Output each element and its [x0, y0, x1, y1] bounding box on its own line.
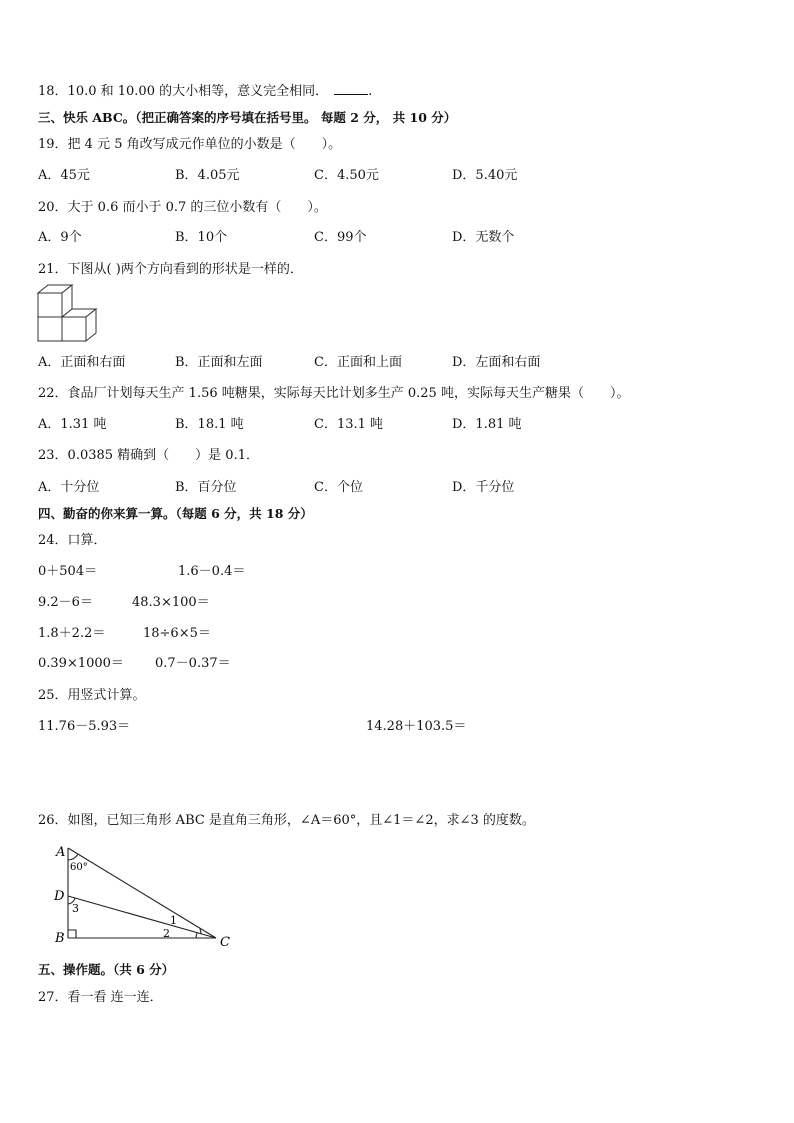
- angle-label-3: 3: [72, 902, 79, 915]
- q22-option-b: B．18.1 吨: [175, 417, 244, 432]
- question-19-stem: 19．把 4 元 5 角改写成元作单位的小数是（ ）。: [38, 137, 342, 152]
- oral-calc-item: 48.3×100＝: [132, 595, 210, 610]
- label-b: B: [55, 931, 65, 946]
- section-5-heading: 五、操作题。（共 6 分）: [38, 962, 175, 977]
- q20-option-d: D．无数个: [452, 230, 515, 245]
- angle-label-60: 60°: [70, 862, 88, 873]
- vertical-calc-item: 14.28＋103.5＝: [366, 719, 467, 734]
- question-26-stem: 26．如图，已知三角形 ABC 是直角三角形，∠A＝60°，且∠1＝∠2，求∠3 的度数。: [38, 813, 535, 828]
- question-23-stem: 23．0.0385 精确到（ ）是 0.1．: [38, 448, 259, 463]
- question-27-stem: 27．看一看 连一连．: [38, 990, 163, 1005]
- q19-option-b: B．4.05元: [175, 168, 240, 183]
- label-c: C: [220, 935, 230, 950]
- oral-calc-item: 0.7－0.37＝: [155, 656, 231, 671]
- answer-blank: [334, 82, 368, 95]
- q19-option-a: A．45元: [38, 168, 90, 183]
- question-20-stem: 20．大于 0.6 而小于 0.7 的三位小数有（ ）。: [38, 200, 327, 215]
- oral-calc-item: 1.6－0.4＝: [178, 564, 246, 579]
- label-d: D: [54, 889, 65, 904]
- q20-option-a: A．9个: [38, 230, 82, 245]
- oral-calc-item: 18÷6×5＝: [143, 626, 211, 641]
- section-3-heading: 三、快乐 ABC。（把正确答案的序号填在括号里。 每题 2 分， 共 10 分）: [38, 110, 457, 125]
- q21-option-d: D．左面和右面: [452, 355, 541, 370]
- q19-option-d: D．5.40元: [452, 168, 518, 183]
- q23-option-c: C．个位: [314, 480, 363, 495]
- oral-calc-item: 0.39×1000＝: [38, 656, 124, 671]
- question-18-text: 18．10.0 和 10.00 的大小相等，意义完全相同．: [38, 84, 329, 99]
- section-4-heading: 四、勤奋的你来算一算。（每题 6 分，共 18 分）: [38, 506, 313, 521]
- vertical-calc-item: 11.76－5.93＝: [38, 719, 131, 734]
- angle-label-2: 2: [163, 927, 170, 940]
- q22-option-a: A．1.31 吨: [38, 417, 107, 432]
- question-24-stem: 24．口算．: [38, 533, 107, 548]
- q19-option-c: C．4.50元: [314, 168, 379, 183]
- q22-option-c: C．13.1 吨: [314, 417, 384, 432]
- question-21-stem: 21．下图从( )两个方向看到的形状是一样的．: [38, 262, 303, 277]
- q20-option-b: B．10个: [175, 230, 228, 245]
- q23-option-a: A．十分位: [38, 480, 100, 495]
- oral-calc-item: 1.8＋2.2＝: [38, 626, 106, 641]
- q21-option-b: B．正面和左面: [175, 355, 263, 370]
- q20-option-c: C．99个: [314, 230, 367, 245]
- oral-calc-item: 9.2－6＝: [38, 595, 93, 610]
- q21-option-a: A．正面和右面: [38, 355, 126, 370]
- oral-calc-item: 0＋504＝: [38, 564, 98, 579]
- question-18-end: .: [368, 84, 373, 99]
- q23-option-d: D．千分位: [452, 480, 515, 495]
- question-25-stem: 25．用竖式计算。: [38, 688, 146, 703]
- label-a: A: [56, 845, 66, 860]
- q21-option-c: C．正面和上面: [314, 355, 402, 370]
- question-22-stem: 22．食品厂计划每天生产 1.56 吨糖果，实际每天比计划多生产 0.25 吨，实际每天生产糖果（ ）。: [38, 386, 630, 401]
- angle-label-1: 1: [170, 914, 177, 927]
- question-18: [38, 82, 372, 100]
- q22-option-d: D．1.81 吨: [452, 417, 522, 432]
- q23-option-b: B．百分位: [175, 480, 237, 495]
- right-triangle-figure: [50, 840, 240, 952]
- cube-stack-figure: [36, 283, 108, 347]
